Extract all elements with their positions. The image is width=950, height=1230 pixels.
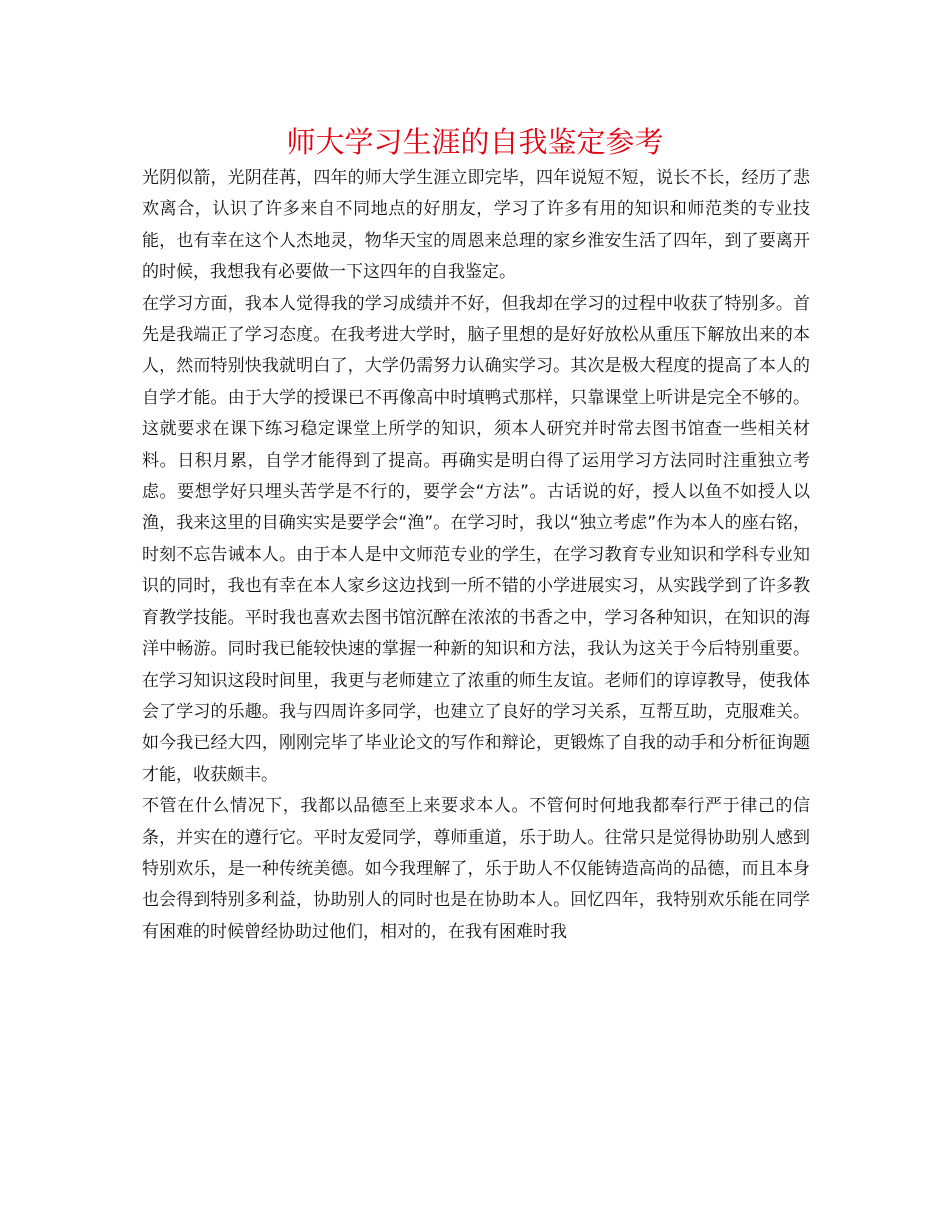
document-body [142, 163, 810, 948]
paragraph-intro: 光阴似箭，光阴荏苒，四年的师大学生涯立即完毕，四年说短不短，说长不长，经历了悲欢离合，认识了许多来自不同地点的好朋友，学习了许多有用的知识和师范类的专业技能，也有幸在这个人杰地灵，物华天宝的周恩来总理的家乡淮安生活了四年，到了要离开的时候，我想我有必要做一下这四年的自我鉴定。 [142, 168, 810, 283]
paragraph-character: 不管在什么情况下，我都以品德至上来要求本人。不管何时何地我都奉行严于律己的信条，并实在的遵行它。平时友爱同学，尊师重道，乐于助人。往常只是觉得协助别人感到特别欢乐，是一种传统美德。如今我理解了，乐于助人不仅能铸造高尚的品德，而且本身也会得到特别多利益，协助别人的同时也是在协助本人。回忆四年，我特别欢乐能在同学有困难的时候曾经协助过他们，相对的，在我有困难时我 [142, 796, 810, 942]
document-title: 师大学习生涯的自我鉴定参考 [286, 125, 664, 159]
paragraph-study: 在学习方面，我本人觉得我的学习成绩并不好，但我却在学习的过程中收获了特别多。首先是我端正了学习态度。在我考进大学时，脑子里想的是好好放松从重压下解放出来的本人，然而特别快我就明白了，大学仍需努力认确实学习。其次是极大程度的提高了本人的自学才能。由于大学的授课已不再像高中时填鸭式那样，只靠课堂上听讲是完全不够的。这就要求在课下练习稳定课堂上所学的知识，须本人研究并时常去图书馆查一些相关材料。日积月累，自学才能得到了提高。再确实是明白得了运用学习方法同时注重独立考虑。要想学好只埋头苦学是不行的，要学会“方法”。古话说的好，授人以鱼不如授人以渔，我来这里的目确实实是要学会“渔”。在学习时，我以“独立考虑”作为本人的座右铭，时刻不忘告诫本人。由于本人是中文师范专业的学生，在学习教育专业知识和学科专业知识的同时，我也有幸在本人家乡这边找到一所不错的小学进展实习，从实践学到了许多教育教学技能。平时我也喜欢去图书馆沉醉在浓浓的书香之中，学习各种知识，在知识的海洋中畅游。同时我已能较快速的掌握一种新的知识和方法，我认为这关于今后特别重要。在学习知识这段时间里，我更与老师建立了浓重的师生友谊。老师们的谆谆教导，使我体会了学习的乐趣。我与四周许多同学，也建立了良好的学习关系，互帮互助，克服难关。如今我已经大四，刚刚完毕了毕业论文的写作和辩论，更锻炼了自我的动手和分析征询题才能，收获颇丰。 [142, 293, 810, 785]
